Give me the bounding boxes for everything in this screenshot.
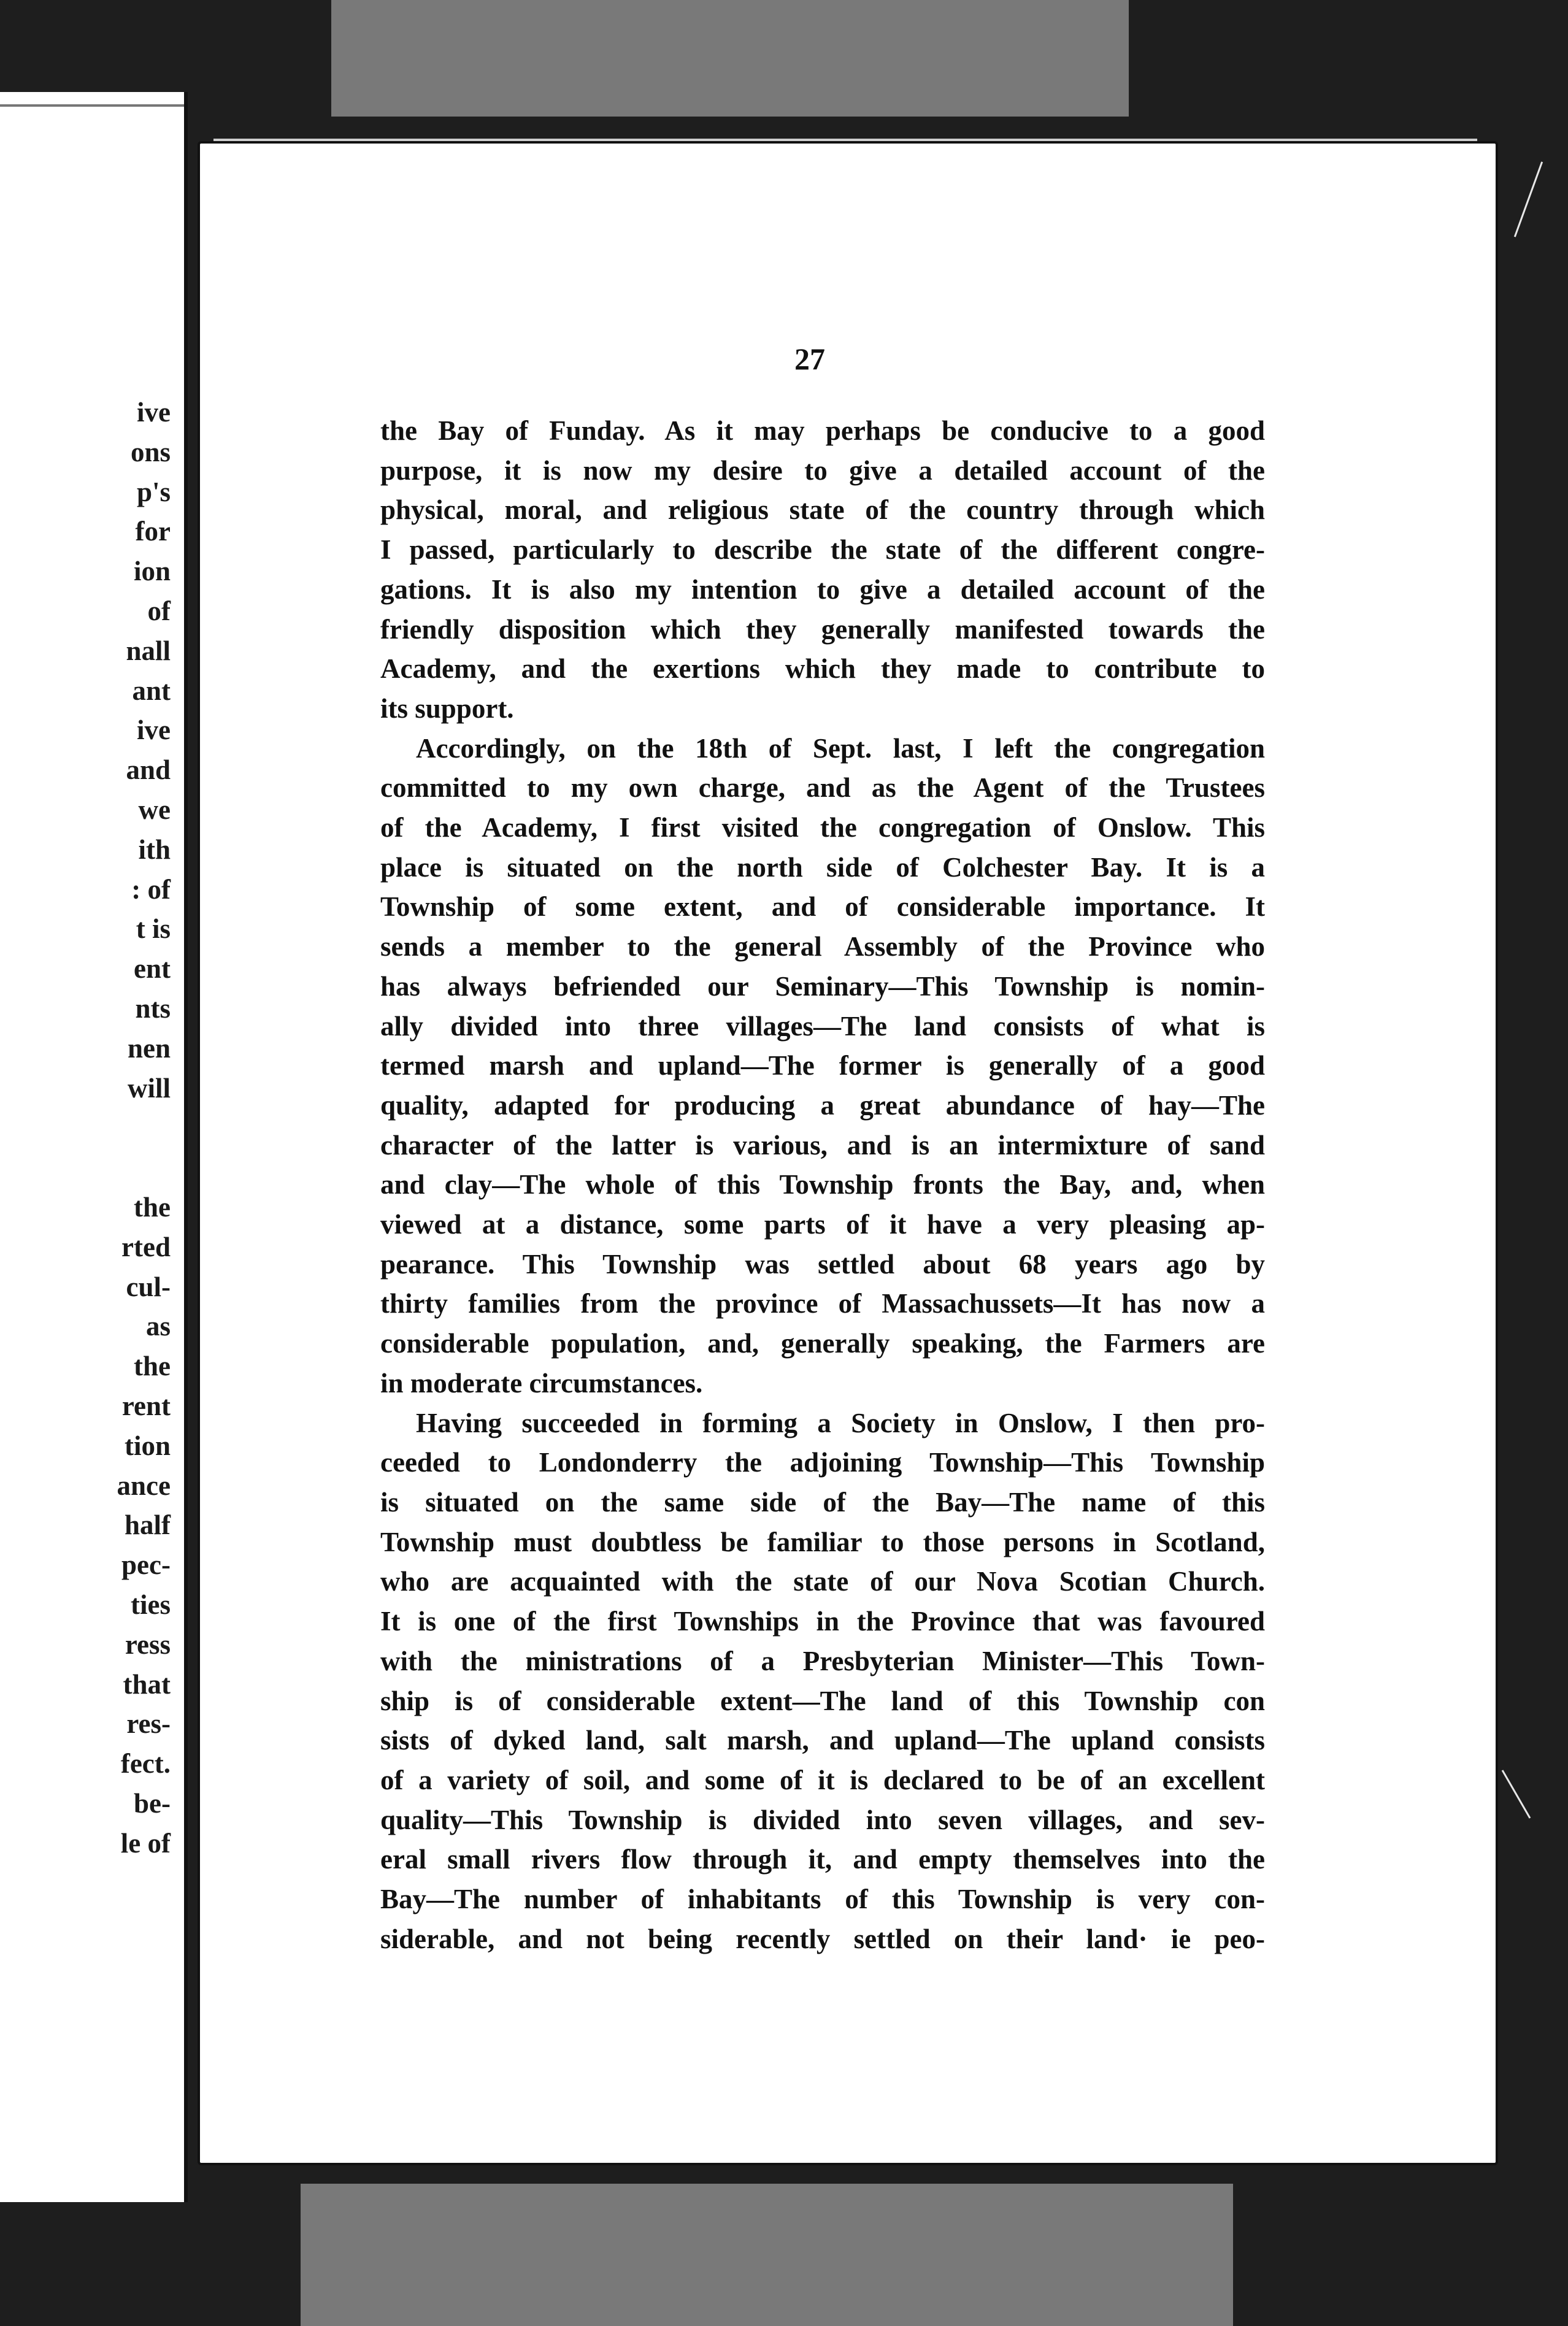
text-line: quality, adapted for producing a great abundance of hay—The [380, 1089, 1265, 1121]
text-line: ceeded to Londonderry the adjoining Township—This Township [380, 1447, 1265, 1478]
text-line: purpose, it is now my desire to give a detailed account of the [380, 455, 1265, 486]
left-page-fragment: we [138, 794, 171, 825]
left-page-fragment: rted [121, 1231, 171, 1262]
text-line: place is situated on the north side of Colchester Bay. It is a [380, 851, 1265, 883]
left-page-fragment: of [147, 595, 171, 626]
text-line: of a variety of soil, and some of it is declared to be of an excellent [380, 1764, 1265, 1795]
text-line: is situated on the same side of the Bay—The name of this [380, 1486, 1265, 1518]
text-line: the Bay of Funday. As it may perhaps be conducive to a good [380, 415, 1265, 446]
left-page-fragment: : of [131, 873, 171, 905]
left-page-fragment: and [126, 754, 171, 786]
text-line: its support. [380, 693, 514, 724]
left-page-fragment: the [134, 1351, 171, 1382]
left-page-fragment: ive [137, 715, 171, 746]
left-page-fragment: ant [132, 675, 171, 706]
left-page-fragment: t is [136, 913, 171, 945]
left-page-edge [0, 104, 184, 107]
left-page-fragment: as [145, 1311, 171, 1342]
left-page-fragment: the [134, 1191, 171, 1222]
page-number: 27 [794, 342, 825, 376]
text-line: pearance. This Township was settled about 68 years ago by [380, 1248, 1265, 1280]
text-line: friendly disposition which they generally manifested towards the [380, 613, 1265, 645]
page-body-text [380, 411, 1265, 1959]
text-line: It is one of the first Townships in the Province that was favoured [380, 1606, 1265, 1637]
left-page-fragment: le of [120, 1827, 171, 1859]
left-page-fragment: that [123, 1668, 171, 1700]
text-line: in moderate circumstances. [380, 1367, 703, 1399]
left-page-fragment: ons [130, 436, 171, 467]
left-page-fragment: fect. [120, 1748, 171, 1779]
left-page-fragment: res- [126, 1708, 171, 1740]
text-line: termed marsh and upland—The former is generally of a good [380, 1050, 1265, 1081]
text-line: thirty families from the province of Massachussets—It has now a [380, 1288, 1265, 1319]
left-page-fragment: nen [127, 1032, 171, 1064]
text-line: viewed at a distance, some parts of it have a very pleasing ap- [380, 1209, 1265, 1240]
text-line: I passed, particularly to describe the state of the different congre- [380, 534, 1265, 566]
left-page-fragment: will [127, 1072, 171, 1104]
left-page-fragment: ties [131, 1589, 171, 1620]
left-page-fragment: tion [124, 1430, 171, 1461]
text-line: has always befriended our Seminary—This Township is nomin- [380, 970, 1265, 1002]
text-line: character of the latter is various, and is an intermixture of sand [380, 1129, 1265, 1161]
left-page-fragment: half [124, 1510, 171, 1541]
left-page-fragment: ent [134, 953, 171, 985]
left-page-fragment: ith [138, 834, 171, 865]
text-line: eral small rivers flow through it, and empty themselves into the [380, 1844, 1265, 1875]
text-line: Township must doubtless be familiar to those persons in Scotland, [380, 1526, 1265, 1557]
scan-strip-bottom [301, 2184, 1233, 2326]
text-line: sists of dyked land, salt marsh, and upland—The upland consists [380, 1725, 1265, 1756]
text-line: siderable, and not being recently settled on their land· ie peo- [380, 1923, 1265, 1954]
left-facing-page [0, 92, 188, 2202]
left-page-fragment: ive [137, 397, 171, 428]
text-line: who are acquainted with the state of our Nova Scotian Church. [380, 1566, 1265, 1597]
text-line: Bay—The number of inhabitants of this Township is very con- [380, 1884, 1265, 1915]
text-line: and clay—The whole of this Township fronts the Bay, and, when [380, 1169, 1265, 1200]
text-line: considerable population, and, generally speaking, the Farmers are [380, 1328, 1265, 1359]
left-page-fragment: pec- [121, 1549, 171, 1581]
left-page-fragment [0, 1148, 171, 1188]
left-page-fragment: p's [136, 476, 171, 507]
text-line: quality—This Township is divided into seven villages, and sev- [380, 1804, 1265, 1835]
left-page-fragment: for [135, 516, 171, 547]
text-line: ally divided into three villages—The land consists of what is [380, 1010, 1265, 1042]
left-page-fragment: cul- [126, 1271, 171, 1302]
paragraph [380, 729, 1265, 1403]
text-line: Having succeeded in forming a Society in Onslow, I then pro- [416, 1407, 1265, 1438]
text-line: committed to my own charge, and as the Agent of the Trustees [380, 772, 1265, 804]
text-line: Accordingly, on the 18th of Sept. last, I left the congregation [416, 732, 1265, 764]
left-page-fragment: nts [135, 992, 171, 1024]
left-page-fragment: ion [133, 556, 171, 587]
text-line: of the Academy, I first visited the congregation of Onslow. This [380, 812, 1265, 843]
left-page-fragment: ress [125, 1629, 171, 1660]
scan-strip-top [331, 0, 1129, 117]
left-page-fragment [0, 1108, 171, 1148]
paragraph [380, 1403, 1265, 1959]
text-line: Academy, and the exertions which they made to contribute to [380, 653, 1265, 685]
text-line: ship is of considerable extent—The land of this Township con [380, 1685, 1265, 1716]
text-line: physical, moral, and religious state of the country through which [380, 494, 1265, 526]
text-line: Township of some extent, and of considerable importance. It [380, 891, 1265, 923]
left-page-fragment: ance [117, 1470, 171, 1501]
left-page-fragment: be- [134, 1787, 171, 1819]
text-line: sends a member to the general Assembly of the Province who [380, 931, 1265, 962]
paragraph [380, 411, 1265, 729]
left-page-fragment: rent [121, 1390, 171, 1421]
text-line: with the ministrations of a Presbyterian Minister—This Town- [380, 1645, 1265, 1676]
left-page-text-fragments [0, 393, 171, 1863]
text-line: gations. It is also my intention to give a detailed account of the [380, 574, 1265, 605]
left-page-fragment: nall [126, 635, 171, 666]
